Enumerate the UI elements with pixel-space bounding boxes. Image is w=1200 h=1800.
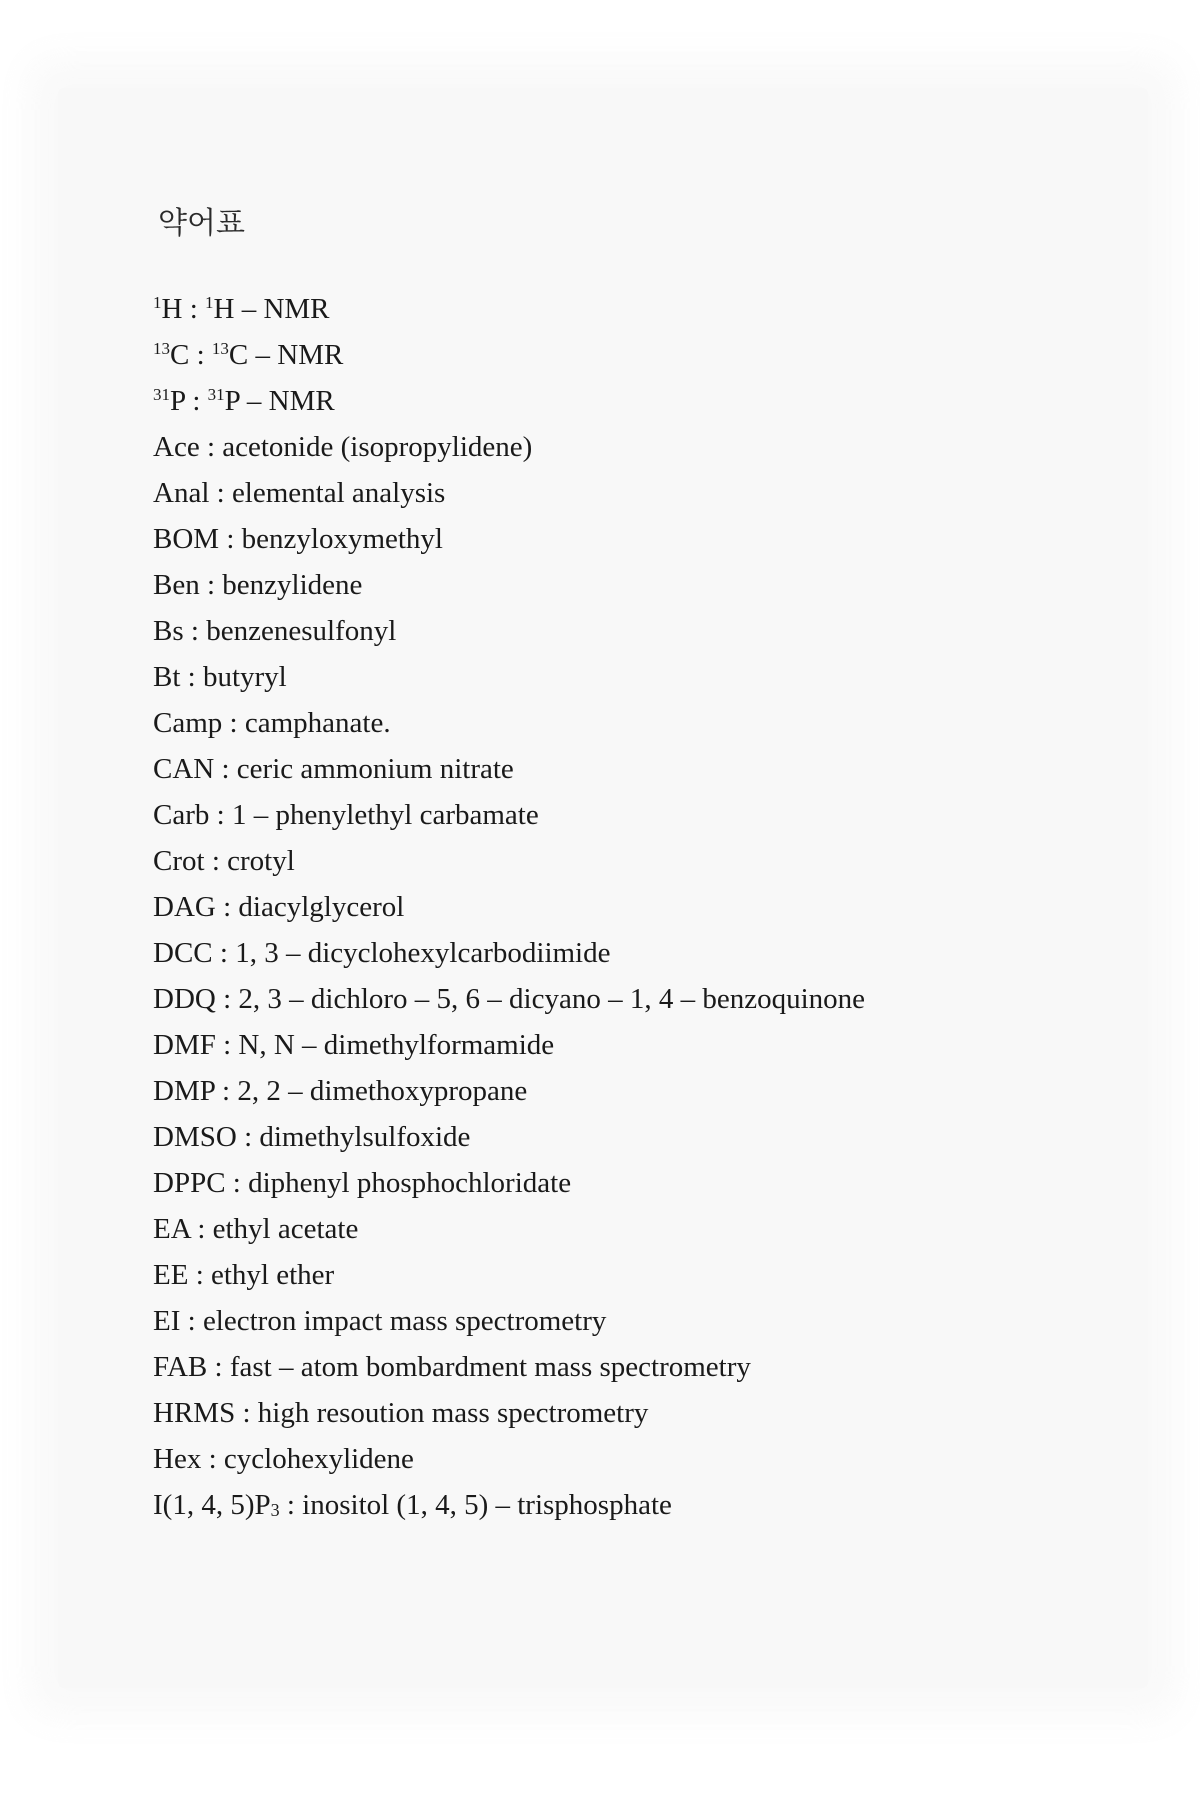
abbreviation-term: HRMS [153, 1397, 236, 1429]
separator: : [209, 477, 232, 509]
abbreviation-definition: P – NMR [224, 385, 335, 417]
separator: : [183, 615, 207, 647]
abbreviation-term: P [170, 385, 186, 417]
abbreviation-entry [153, 608, 865, 654]
abbreviation-definition: ethyl acetate [212, 1213, 359, 1245]
abbreviation-entry [153, 1390, 865, 1436]
abbreviation-entry [153, 378, 865, 424]
abbreviation-entry [153, 1068, 865, 1114]
abbreviation-term: EE [153, 1259, 189, 1291]
abbreviation-term: Anal [153, 477, 210, 509]
abbreviation-definition: 2, 2 – dimethoxypropane [237, 1075, 528, 1107]
separator: : [189, 339, 212, 371]
abbreviation-entry [153, 1022, 865, 1068]
abbreviation-entry [153, 976, 865, 1022]
abbreviation-term: DMF [153, 1029, 216, 1061]
abbreviation-term: Hex [153, 1443, 202, 1475]
abbreviation-term: BOM [153, 523, 220, 555]
abbreviation-term: DMSO [153, 1121, 237, 1153]
abbreviation-entry [153, 470, 865, 516]
abbreviation-entry [153, 792, 865, 838]
separator: : [199, 569, 223, 601]
abbreviation-definition: crotyl [227, 845, 295, 877]
abbreviation-term: H [161, 293, 183, 325]
abbreviation-entry [153, 746, 865, 792]
abbreviation-entry [153, 1114, 865, 1160]
separator: : [235, 1397, 258, 1429]
abbreviation-definition: benzyloxymethyl [241, 523, 443, 555]
separator: : [279, 1489, 303, 1521]
abbreviation-term: Camp [153, 707, 223, 739]
abbreviation-term: Carb [153, 799, 210, 831]
separator: : [215, 983, 239, 1015]
abbreviation-definition: elemental analysis [231, 477, 446, 509]
abbreviation-definition: dimethylsulfoxide [259, 1121, 471, 1153]
abbreviation-term: FAB [153, 1351, 208, 1383]
abbreviation-term: DMP [153, 1075, 215, 1107]
abbreviation-definition: N, N – dimethylformamide [238, 1029, 555, 1061]
abbreviation-superscript: 13 [153, 339, 170, 358]
abbreviation-definition: cyclohexylidene [223, 1443, 414, 1475]
abbreviation-entry [153, 930, 865, 976]
abbreviation-entry [153, 838, 865, 884]
abbreviation-entry [153, 1252, 865, 1298]
abbreviation-entry [153, 1344, 865, 1390]
definition-superscript: 31 [207, 385, 225, 404]
abbreviation-definition: fast – atom bombardment mass spectrometry [229, 1351, 751, 1383]
separator: : [182, 293, 206, 325]
abbreviation-definition: diacylglycerol [238, 891, 405, 923]
abbreviation-entry [153, 562, 865, 608]
abbreviation-entry [153, 1436, 865, 1482]
abbreviation-definition: ethyl ether [211, 1259, 335, 1291]
separator: : [209, 799, 232, 831]
abbreviation-entry [153, 1482, 865, 1528]
abbreviation-definition: 1 – phenylethyl carbamate [231, 799, 539, 831]
abbreviation-definition: electron impact mass spectrometry [202, 1305, 607, 1337]
abbreviation-definition: camphanate. [244, 707, 391, 739]
abbreviation-subscript: 3 [270, 1500, 280, 1520]
abbreviation-entry [153, 884, 865, 930]
separator: : [219, 523, 242, 555]
abbreviation-entry [153, 286, 865, 332]
abbreviation-entry [153, 516, 865, 562]
abbreviation-entry [153, 700, 865, 746]
separator: : [199, 431, 223, 463]
abbreviation-definition: H – NMR [213, 293, 330, 325]
separator: : [222, 707, 245, 739]
abbreviation-entry [153, 1298, 865, 1344]
abbreviation-definition: acetonide (isopropylidene) [222, 431, 533, 463]
abbreviation-term: Bs [153, 615, 184, 647]
abbreviation-term: Ace [153, 431, 200, 463]
abbreviation-term: CAN [153, 753, 215, 785]
abbreviation-entry [153, 332, 865, 378]
abbreviation-definition: C – NMR [228, 339, 344, 371]
separator: : [204, 845, 228, 877]
abbreviation-term: I(1, 4, 5)P [153, 1489, 271, 1521]
separator: : [180, 661, 203, 693]
separator: : [214, 753, 237, 785]
separator: : [185, 385, 208, 417]
abbreviation-term: DCC [153, 937, 213, 969]
abbreviation-entry [153, 1160, 865, 1206]
abbreviation-definition: inositol (1, 4, 5) – trisphosphate [302, 1489, 672, 1521]
separator: : [215, 1029, 239, 1061]
abbreviation-entry [153, 1206, 865, 1252]
separator: : [190, 1213, 213, 1245]
abbreviation-entry [153, 424, 865, 470]
abbreviation-definition: ceric ammonium nitrate [236, 753, 514, 785]
separator: : [215, 891, 239, 923]
abbreviation-superscript: 1 [153, 293, 162, 312]
abbreviation-term: C [170, 339, 190, 371]
abbreviation-definition: benzylidene [222, 569, 363, 601]
separator: : [201, 1443, 224, 1475]
abbreviation-term: Ben [153, 569, 200, 601]
abbreviation-entry [153, 654, 865, 700]
abbreviation-term: EA [153, 1213, 191, 1245]
separator: : [212, 937, 236, 969]
page-title: 약어표 [158, 206, 245, 241]
definition-superscript: 1 [205, 293, 214, 312]
separator: : [207, 1351, 230, 1383]
separator: : [236, 1121, 260, 1153]
abbreviation-term: Crot [153, 845, 205, 877]
abbreviation-definition: butyryl [202, 661, 287, 693]
abbreviation-definition: diphenyl phosphochloridate [248, 1167, 572, 1199]
abbreviation-term: Bt [153, 661, 181, 693]
abbreviation-definition: benzenesulfonyl [206, 615, 397, 647]
abbreviation-term: EI [153, 1305, 181, 1337]
abbreviation-definition: 2, 3 – dichloro – 5, 6 – dicyano – 1, 4 – benzoquinone [238, 983, 866, 1015]
separator: : [225, 1167, 249, 1199]
abbreviation-list [153, 286, 865, 1528]
abbreviation-term: DAG [153, 891, 216, 923]
separator: : [214, 1075, 238, 1107]
definition-superscript: 13 [211, 339, 229, 358]
abbreviation-superscript: 31 [153, 385, 170, 404]
separator: : [188, 1259, 211, 1291]
abbreviation-definition: 1, 3 – dicyclohexylcarbodiimide [235, 937, 611, 969]
abbreviation-definition: high resoution mass spectrometry [257, 1397, 649, 1429]
abbreviation-term: DPPC [153, 1167, 226, 1199]
abbreviation-term: DDQ [153, 983, 216, 1015]
separator: : [180, 1305, 203, 1337]
